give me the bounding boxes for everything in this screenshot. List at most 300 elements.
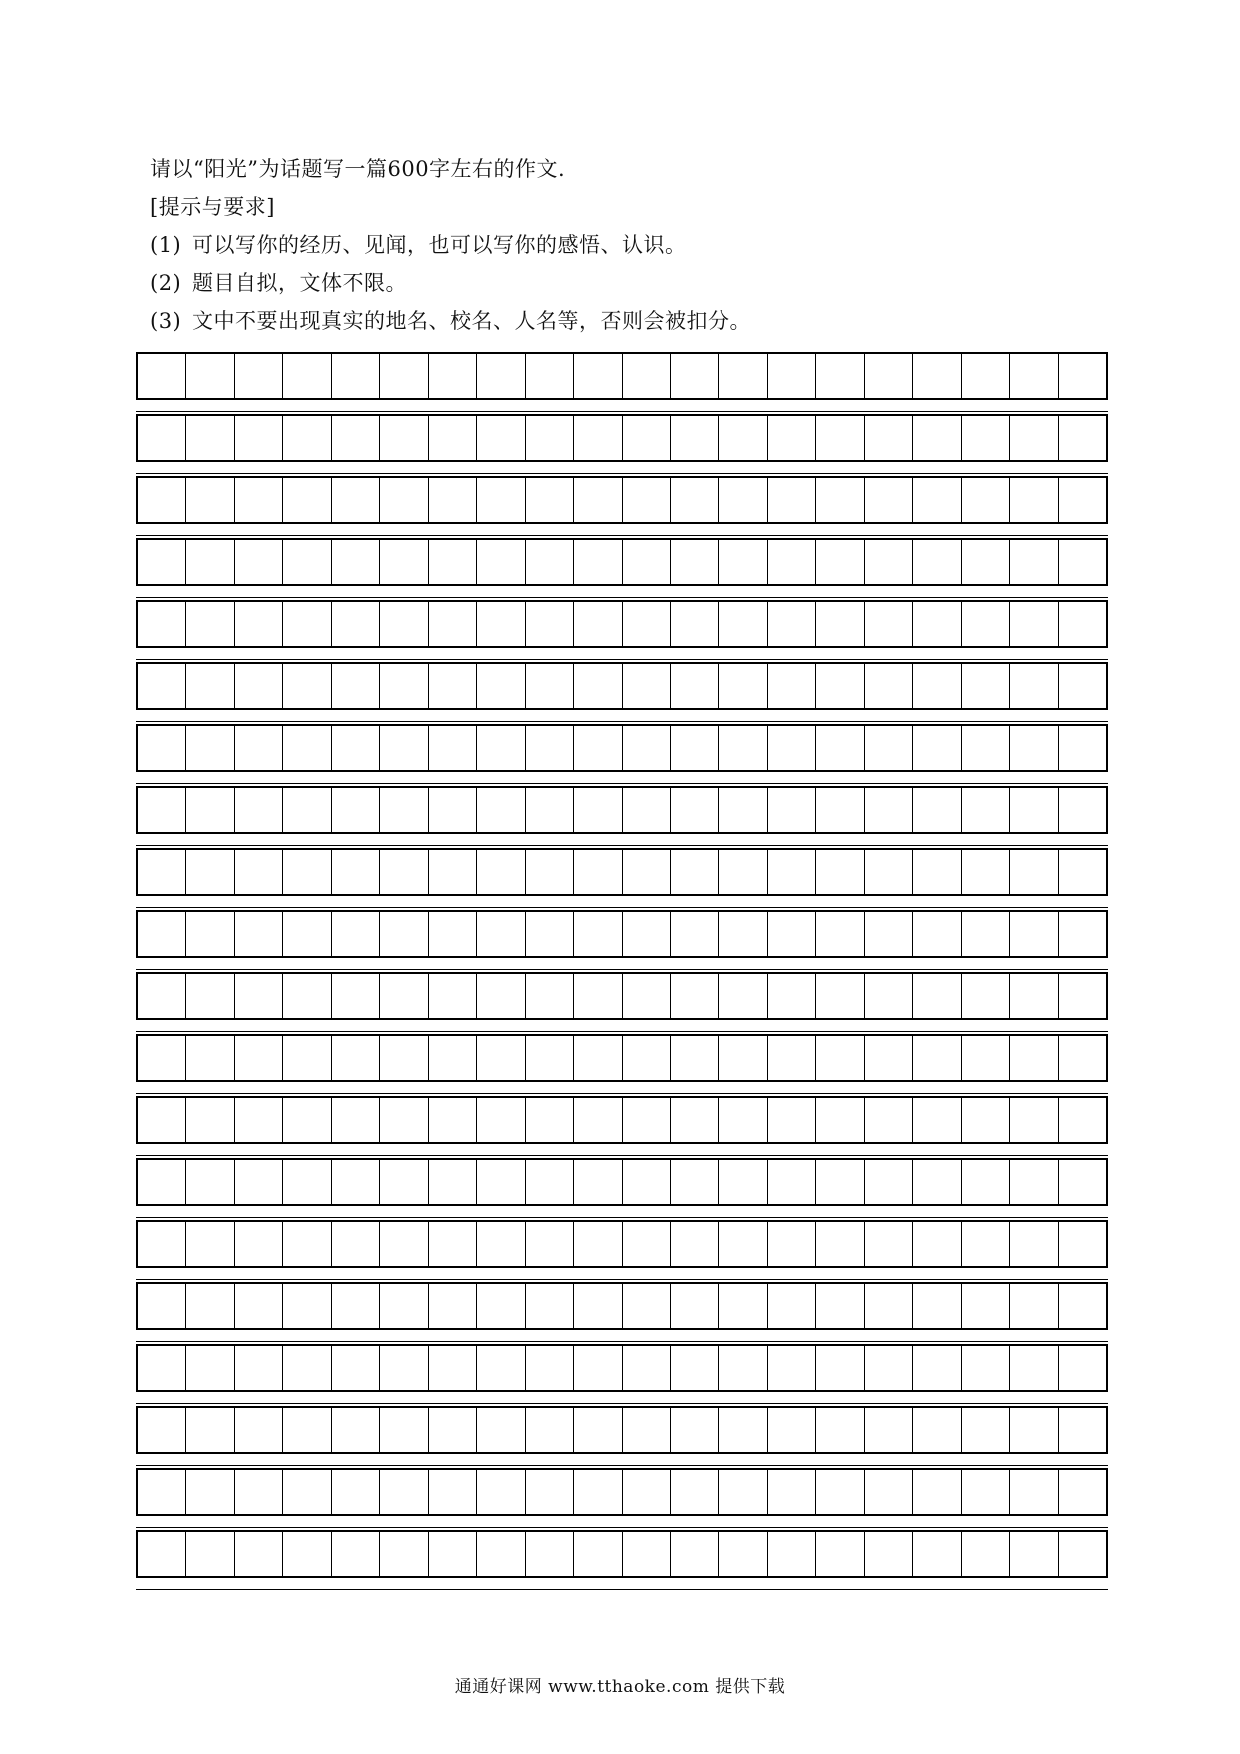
grid-cell[interactable]: [477, 1222, 525, 1266]
grid-cell[interactable]: [1010, 1470, 1058, 1514]
grid-cell[interactable]: [283, 788, 331, 832]
grid-cell[interactable]: [429, 974, 477, 1018]
grid-cell[interactable]: [138, 1532, 186, 1576]
grid-cell[interactable]: [913, 1346, 961, 1390]
grid-cell[interactable]: [816, 664, 864, 708]
grid-cell[interactable]: [671, 850, 719, 894]
grid-cell[interactable]: [1010, 788, 1058, 832]
grid-cell[interactable]: [913, 1284, 961, 1328]
grid-cell[interactable]: [962, 1284, 1010, 1328]
grid-cell[interactable]: [913, 788, 961, 832]
grid-cell[interactable]: [138, 1098, 186, 1142]
grid-cell[interactable]: [1010, 416, 1058, 460]
grid-cell[interactable]: [1010, 664, 1058, 708]
grid-cell[interactable]: [1059, 354, 1106, 398]
grid-cell[interactable]: [865, 1346, 913, 1390]
grid-cell[interactable]: [1059, 1284, 1106, 1328]
grid-cell[interactable]: [332, 1408, 380, 1452]
grid-cell[interactable]: [719, 1160, 767, 1204]
grid-cell[interactable]: [719, 416, 767, 460]
grid-cell[interactable]: [574, 1284, 622, 1328]
grid-cell[interactable]: [1010, 478, 1058, 522]
grid-cell[interactable]: [283, 416, 331, 460]
grid-cell[interactable]: [623, 664, 671, 708]
grid-cell[interactable]: [283, 1284, 331, 1328]
grid-cell[interactable]: [816, 912, 864, 956]
grid-cell[interactable]: [526, 1284, 574, 1328]
grid-cell[interactable]: [138, 788, 186, 832]
grid-cell[interactable]: [816, 602, 864, 646]
grid-cell[interactable]: [768, 1284, 816, 1328]
grid-cell[interactable]: [332, 788, 380, 832]
grid-cell[interactable]: [429, 664, 477, 708]
grid-cell[interactable]: [719, 912, 767, 956]
grid-cell[interactable]: [962, 974, 1010, 1018]
grid-cell[interactable]: [429, 912, 477, 956]
grid-cell[interactable]: [429, 726, 477, 770]
grid-cell[interactable]: [962, 1160, 1010, 1204]
grid-cell[interactable]: [962, 1346, 1010, 1390]
grid-cell[interactable]: [283, 1532, 331, 1576]
grid-cell[interactable]: [283, 478, 331, 522]
grid-cell[interactable]: [186, 1408, 234, 1452]
grid-cell[interactable]: [429, 1532, 477, 1576]
grid-cell[interactable]: [477, 1470, 525, 1514]
grid-cell[interactable]: [526, 664, 574, 708]
grid-cell[interactable]: [816, 788, 864, 832]
grid-cell[interactable]: [138, 912, 186, 956]
grid-cell[interactable]: [429, 416, 477, 460]
grid-cell[interactable]: [962, 540, 1010, 584]
grid-cell[interactable]: [477, 726, 525, 770]
grid-cell[interactable]: [138, 1408, 186, 1452]
grid-cell[interactable]: [526, 1222, 574, 1266]
grid-cell[interactable]: [816, 354, 864, 398]
grid-cell[interactable]: [283, 602, 331, 646]
grid-cell[interactable]: [671, 354, 719, 398]
grid-cell[interactable]: [574, 850, 622, 894]
grid-cell[interactable]: [574, 540, 622, 584]
grid-cell[interactable]: [816, 1470, 864, 1514]
grid-cell[interactable]: [1010, 1036, 1058, 1080]
grid-cell[interactable]: [235, 1160, 283, 1204]
grid-cell[interactable]: [768, 1470, 816, 1514]
grid-cell[interactable]: [332, 1222, 380, 1266]
grid-cell[interactable]: [138, 664, 186, 708]
grid-cell[interactable]: [526, 354, 574, 398]
grid-cell[interactable]: [719, 788, 767, 832]
grid-cell[interactable]: [235, 1470, 283, 1514]
grid-cell[interactable]: [235, 540, 283, 584]
grid-cell[interactable]: [429, 1222, 477, 1266]
grid-cell[interactable]: [235, 1098, 283, 1142]
grid-cell[interactable]: [623, 974, 671, 1018]
grid-cell[interactable]: [913, 912, 961, 956]
grid-cell[interactable]: [138, 974, 186, 1018]
grid-cell[interactable]: [671, 1532, 719, 1576]
grid-cell[interactable]: [1059, 540, 1106, 584]
grid-cell[interactable]: [186, 850, 234, 894]
grid-cell[interactable]: [574, 1222, 622, 1266]
grid-cell[interactable]: [429, 850, 477, 894]
grid-cell[interactable]: [768, 664, 816, 708]
grid-cell[interactable]: [235, 1532, 283, 1576]
grid-cell[interactable]: [332, 1346, 380, 1390]
grid-cell[interactable]: [623, 1284, 671, 1328]
grid-cell[interactable]: [526, 1470, 574, 1514]
grid-cell[interactable]: [283, 1160, 331, 1204]
grid-cell[interactable]: [816, 1160, 864, 1204]
grid-cell[interactable]: [865, 416, 913, 460]
grid-cell[interactable]: [283, 664, 331, 708]
grid-cell[interactable]: [235, 664, 283, 708]
grid-cell[interactable]: [186, 974, 234, 1018]
grid-cell[interactable]: [768, 478, 816, 522]
grid-cell[interactable]: [138, 1222, 186, 1266]
grid-cell[interactable]: [574, 912, 622, 956]
grid-cell[interactable]: [719, 602, 767, 646]
grid-cell[interactable]: [768, 974, 816, 1018]
grid-cell[interactable]: [768, 1036, 816, 1080]
grid-cell[interactable]: [1010, 1284, 1058, 1328]
grid-cell[interactable]: [235, 354, 283, 398]
grid-cell[interactable]: [671, 788, 719, 832]
grid-cell[interactable]: [913, 664, 961, 708]
grid-cell[interactable]: [186, 1532, 234, 1576]
grid-cell[interactable]: [477, 850, 525, 894]
grid-cell[interactable]: [235, 602, 283, 646]
grid-cell[interactable]: [526, 478, 574, 522]
grid-cell[interactable]: [186, 540, 234, 584]
grid-cell[interactable]: [623, 788, 671, 832]
grid-cell[interactable]: [1059, 664, 1106, 708]
grid-cell[interactable]: [962, 1222, 1010, 1266]
grid-cell[interactable]: [1010, 602, 1058, 646]
grid-cell[interactable]: [429, 1036, 477, 1080]
grid-cell[interactable]: [865, 1408, 913, 1452]
grid-cell[interactable]: [719, 1222, 767, 1266]
grid-cell[interactable]: [574, 1532, 622, 1576]
grid-cell[interactable]: [380, 1470, 428, 1514]
grid-cell[interactable]: [477, 354, 525, 398]
grid-cell[interactable]: [962, 788, 1010, 832]
grid-cell[interactable]: [1010, 1222, 1058, 1266]
grid-cell[interactable]: [332, 354, 380, 398]
grid-cell[interactable]: [913, 1098, 961, 1142]
grid-cell[interactable]: [526, 602, 574, 646]
grid-cell[interactable]: [768, 1098, 816, 1142]
grid-cell[interactable]: [623, 354, 671, 398]
grid-cell[interactable]: [380, 478, 428, 522]
grid-cell[interactable]: [623, 1346, 671, 1390]
grid-cell[interactable]: [865, 602, 913, 646]
grid-cell[interactable]: [138, 1036, 186, 1080]
grid-cell[interactable]: [138, 1284, 186, 1328]
grid-cell[interactable]: [138, 478, 186, 522]
grid-cell[interactable]: [477, 664, 525, 708]
grid-cell[interactable]: [1059, 912, 1106, 956]
grid-cell[interactable]: [380, 1346, 428, 1390]
grid-cell[interactable]: [332, 726, 380, 770]
grid-cell[interactable]: [477, 912, 525, 956]
grid-cell[interactable]: [380, 1284, 428, 1328]
grid-cell[interactable]: [623, 416, 671, 460]
grid-cell[interactable]: [429, 1284, 477, 1328]
grid-cell[interactable]: [671, 602, 719, 646]
grid-cell[interactable]: [1059, 1470, 1106, 1514]
grid-cell[interactable]: [380, 540, 428, 584]
grid-cell[interactable]: [816, 1036, 864, 1080]
grid-cell[interactable]: [526, 416, 574, 460]
grid-cell[interactable]: [332, 974, 380, 1018]
grid-cell[interactable]: [332, 1470, 380, 1514]
grid-cell[interactable]: [865, 1098, 913, 1142]
grid-cell[interactable]: [477, 416, 525, 460]
grid-cell[interactable]: [283, 354, 331, 398]
grid-cell[interactable]: [816, 1408, 864, 1452]
grid-cell[interactable]: [574, 1346, 622, 1390]
grid-cell[interactable]: [235, 416, 283, 460]
grid-cell[interactable]: [913, 1470, 961, 1514]
grid-cell[interactable]: [283, 726, 331, 770]
grid-cell[interactable]: [1010, 1098, 1058, 1142]
grid-cell[interactable]: [671, 416, 719, 460]
grid-cell[interactable]: [962, 416, 1010, 460]
grid-cell[interactable]: [574, 1408, 622, 1452]
grid-cell[interactable]: [865, 540, 913, 584]
grid-cell[interactable]: [623, 1098, 671, 1142]
grid-cell[interactable]: [380, 726, 428, 770]
grid-cell[interactable]: [477, 1408, 525, 1452]
grid-cell[interactable]: [913, 416, 961, 460]
grid-cell[interactable]: [332, 664, 380, 708]
grid-cell[interactable]: [186, 912, 234, 956]
grid-cell[interactable]: [671, 1098, 719, 1142]
grid-cell[interactable]: [186, 1036, 234, 1080]
grid-cell[interactable]: [816, 1532, 864, 1576]
grid-cell[interactable]: [429, 788, 477, 832]
grid-cell[interactable]: [574, 726, 622, 770]
grid-cell[interactable]: [186, 1346, 234, 1390]
grid-cell[interactable]: [283, 912, 331, 956]
grid-cell[interactable]: [671, 1036, 719, 1080]
grid-cell[interactable]: [186, 1160, 234, 1204]
grid-cell[interactable]: [913, 478, 961, 522]
grid-cell[interactable]: [380, 1408, 428, 1452]
grid-cell[interactable]: [477, 1284, 525, 1328]
grid-cell[interactable]: [1059, 726, 1106, 770]
grid-cell[interactable]: [768, 1346, 816, 1390]
grid-cell[interactable]: [429, 1098, 477, 1142]
grid-cell[interactable]: [235, 974, 283, 1018]
grid-cell[interactable]: [623, 1470, 671, 1514]
grid-cell[interactable]: [235, 1346, 283, 1390]
grid-cell[interactable]: [719, 354, 767, 398]
grid-cell[interactable]: [574, 1098, 622, 1142]
grid-cell[interactable]: [429, 540, 477, 584]
grid-cell[interactable]: [574, 416, 622, 460]
grid-cell[interactable]: [623, 1160, 671, 1204]
grid-cell[interactable]: [1010, 1160, 1058, 1204]
grid-cell[interactable]: [186, 1284, 234, 1328]
grid-cell[interactable]: [235, 1408, 283, 1452]
grid-cell[interactable]: [962, 1470, 1010, 1514]
grid-cell[interactable]: [186, 1098, 234, 1142]
grid-cell[interactable]: [768, 1222, 816, 1266]
grid-cell[interactable]: [186, 478, 234, 522]
grid-cell[interactable]: [962, 602, 1010, 646]
grid-cell[interactable]: [768, 602, 816, 646]
grid-cell[interactable]: [671, 974, 719, 1018]
grid-cell[interactable]: [380, 912, 428, 956]
grid-cell[interactable]: [186, 416, 234, 460]
grid-cell[interactable]: [477, 1098, 525, 1142]
grid-cell[interactable]: [1059, 1098, 1106, 1142]
grid-cell[interactable]: [623, 602, 671, 646]
grid-cell[interactable]: [962, 664, 1010, 708]
grid-cell[interactable]: [816, 540, 864, 584]
grid-cell[interactable]: [332, 1532, 380, 1576]
grid-cell[interactable]: [380, 1532, 428, 1576]
grid-cell[interactable]: [380, 664, 428, 708]
grid-cell[interactable]: [623, 1532, 671, 1576]
grid-cell[interactable]: [1059, 1222, 1106, 1266]
grid-cell[interactable]: [816, 416, 864, 460]
grid-cell[interactable]: [865, 354, 913, 398]
grid-cell[interactable]: [865, 788, 913, 832]
grid-cell[interactable]: [1010, 1346, 1058, 1390]
grid-cell[interactable]: [526, 1160, 574, 1204]
grid-cell[interactable]: [332, 1160, 380, 1204]
grid-cell[interactable]: [138, 1346, 186, 1390]
grid-cell[interactable]: [671, 1160, 719, 1204]
grid-cell[interactable]: [671, 1346, 719, 1390]
grid-cell[interactable]: [1010, 540, 1058, 584]
grid-cell[interactable]: [1059, 1036, 1106, 1080]
grid-cell[interactable]: [865, 1222, 913, 1266]
grid-cell[interactable]: [719, 1532, 767, 1576]
grid-cell[interactable]: [283, 1098, 331, 1142]
grid-cell[interactable]: [1010, 912, 1058, 956]
grid-cell[interactable]: [186, 602, 234, 646]
grid-cell[interactable]: [1059, 788, 1106, 832]
grid-cell[interactable]: [962, 1532, 1010, 1576]
grid-cell[interactable]: [477, 974, 525, 1018]
grid-cell[interactable]: [574, 478, 622, 522]
grid-cell[interactable]: [865, 1532, 913, 1576]
grid-cell[interactable]: [574, 1036, 622, 1080]
grid-cell[interactable]: [477, 1532, 525, 1576]
grid-cell[interactable]: [913, 1036, 961, 1080]
grid-cell[interactable]: [235, 1222, 283, 1266]
grid-cell[interactable]: [816, 478, 864, 522]
grid-cell[interactable]: [1059, 1346, 1106, 1390]
grid-cell[interactable]: [623, 850, 671, 894]
grid-cell[interactable]: [380, 850, 428, 894]
grid-cell[interactable]: [865, 1160, 913, 1204]
grid-cell[interactable]: [138, 726, 186, 770]
grid-cell[interactable]: [574, 354, 622, 398]
grid-cell[interactable]: [1059, 974, 1106, 1018]
grid-cell[interactable]: [719, 726, 767, 770]
grid-cell[interactable]: [962, 354, 1010, 398]
grid-cell[interactable]: [719, 974, 767, 1018]
grid-cell[interactable]: [380, 1222, 428, 1266]
grid-cell[interactable]: [429, 354, 477, 398]
grid-cell[interactable]: [671, 1284, 719, 1328]
grid-cell[interactable]: [380, 1160, 428, 1204]
grid-cell[interactable]: [477, 540, 525, 584]
grid-cell[interactable]: [138, 1470, 186, 1514]
grid-cell[interactable]: [768, 912, 816, 956]
grid-cell[interactable]: [283, 1222, 331, 1266]
grid-cell[interactable]: [526, 788, 574, 832]
grid-cell[interactable]: [865, 478, 913, 522]
grid-cell[interactable]: [138, 354, 186, 398]
grid-cell[interactable]: [768, 788, 816, 832]
grid-cell[interactable]: [526, 1532, 574, 1576]
grid-cell[interactable]: [962, 478, 1010, 522]
grid-cell[interactable]: [380, 354, 428, 398]
grid-cell[interactable]: [283, 540, 331, 584]
grid-cell[interactable]: [1059, 1532, 1106, 1576]
grid-cell[interactable]: [816, 726, 864, 770]
grid-cell[interactable]: [816, 1222, 864, 1266]
grid-cell[interactable]: [962, 1408, 1010, 1452]
grid-cell[interactable]: [574, 664, 622, 708]
grid-cell[interactable]: [671, 1408, 719, 1452]
grid-cell[interactable]: [429, 478, 477, 522]
grid-cell[interactable]: [1059, 478, 1106, 522]
grid-cell[interactable]: [1059, 602, 1106, 646]
grid-cell[interactable]: [671, 540, 719, 584]
grid-cell[interactable]: [283, 1470, 331, 1514]
grid-cell[interactable]: [865, 1036, 913, 1080]
grid-cell[interactable]: [623, 1222, 671, 1266]
grid-cell[interactable]: [865, 850, 913, 894]
grid-cell[interactable]: [526, 850, 574, 894]
grid-cell[interactable]: [380, 602, 428, 646]
grid-cell[interactable]: [913, 850, 961, 894]
grid-cell[interactable]: [671, 912, 719, 956]
grid-cell[interactable]: [235, 912, 283, 956]
grid-cell[interactable]: [332, 416, 380, 460]
grid-cell[interactable]: [768, 1532, 816, 1576]
grid-cell[interactable]: [719, 1346, 767, 1390]
grid-cell[interactable]: [1010, 1532, 1058, 1576]
grid-cell[interactable]: [768, 540, 816, 584]
grid-cell[interactable]: [962, 1098, 1010, 1142]
grid-cell[interactable]: [526, 1098, 574, 1142]
grid-cell[interactable]: [574, 602, 622, 646]
grid-cell[interactable]: [816, 850, 864, 894]
grid-cell[interactable]: [913, 540, 961, 584]
grid-cell[interactable]: [380, 416, 428, 460]
grid-cell[interactable]: [380, 974, 428, 1018]
grid-cell[interactable]: [913, 1222, 961, 1266]
grid-cell[interactable]: [283, 1408, 331, 1452]
grid-cell[interactable]: [332, 1098, 380, 1142]
grid-cell[interactable]: [719, 1098, 767, 1142]
grid-cell[interactable]: [1010, 974, 1058, 1018]
grid-cell[interactable]: [186, 664, 234, 708]
grid-cell[interactable]: [768, 354, 816, 398]
grid-cell[interactable]: [283, 850, 331, 894]
grid-cell[interactable]: [768, 1408, 816, 1452]
grid-cell[interactable]: [962, 726, 1010, 770]
grid-cell[interactable]: [477, 1036, 525, 1080]
grid-cell[interactable]: [138, 850, 186, 894]
